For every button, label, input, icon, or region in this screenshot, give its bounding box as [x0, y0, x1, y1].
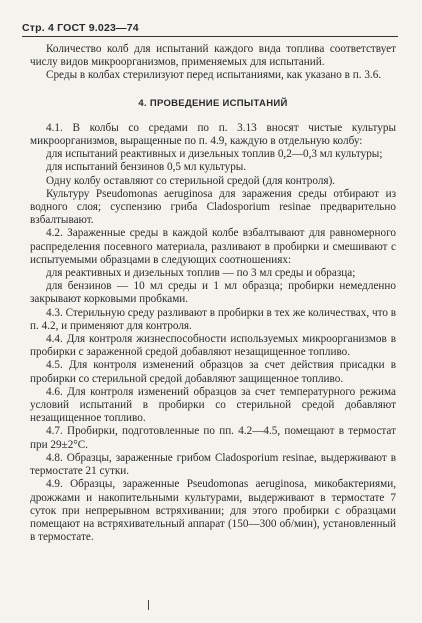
- paragraph: для реактивных и дизельных топлив — по 3 мл среды и образца;: [46, 267, 356, 280]
- paragraph: 4.9. Образцы, зараженные Pseudomonas aeruginosa, микобактериями, дрожжами и накопительными культурами, выдерживают в термостате 7 суток при непрерывном встряхивании; для этого пробирки с образцами помещают на встряхивательный аппарат (150—300 об/мин), установленный в термостате.: [30, 478, 396, 544]
- paragraph: 4.3. Стерильную среду разливают в пробирки в тех же количествах, что в п. 4.2, и применяют для контроля.: [30, 306, 396, 332]
- paragraph: Среды в колбах стерилизуют перед испытаниями, как указано в п. 3.6.: [46, 69, 382, 82]
- paragraph: 4.6. Для контроля изменений образцов за счет температурного режима условий испытаний в пробирки со стерильной средой добавляют незащищенное топливо.: [30, 385, 396, 425]
- paragraph: Количество колб для испытаний каждого вида топлива соответствует числу видов микроорганизмов, применяемых для испытаний.: [30, 43, 396, 69]
- paragraph: 4.1. В колбы со средами по п. 3.13 вносят чистые культуры микроорганизмов, выращенные по п. 4.9, каждую в отдельную колбу:: [30, 121, 396, 148]
- paragraph: для испытаний бензинов 0,5 мл культуры.: [46, 161, 247, 174]
- section-title: 4. ПРОВЕДЕНИЕ ИСПЫТАНИЙ: [138, 97, 288, 109]
- paragraph: 4.8. Образцы, зараженные грибом Cladosporium resinae, выдерживают в термостате 21 сутки.: [30, 451, 396, 478]
- paragraph: 4.2. Зараженные среды в каждой колбе взбалтывают для равномерного распределения посевного материала, разливают в пробирки и смешивают с испытуемыми образцами в следующих соотношениях:: [30, 227, 396, 266]
- document-body: [30, 43, 396, 544]
- paragraph: для испытаний реактивных и дизельных топлив 0,2—0,3 мл культуры;: [46, 148, 383, 161]
- paragraph: для бензинов — 10 мл среды и 1 мл образца; пробирки немедленно закрывают корковыми пробками.: [30, 280, 396, 306]
- paragraph: Культуру Pseudomonas aeruginosa для заражения среды отбирают из водного слоя; суспензию гриба Cladosporium resinae предварительно взбалтывают.: [30, 187, 396, 227]
- paragraph: 4.4. Для контроля жизнеспособности используемых микроорганизмов в пробирки с зараженной средой добавляют незащищенное топливо.: [30, 333, 396, 359]
- paragraph: 4.5. Для контроля изменений образцов за счет действия присадки в пробирки со стерильной средой добавляют защищенное топливо.: [30, 359, 396, 385]
- paragraph: 4.7. Пробирки, подготовленные по пп. 4.2—4.5, помещают в термостат при 29±2°С.: [30, 425, 396, 451]
- paragraph: Одну колбу оставляют со стерильной средой (для контроля).: [46, 174, 336, 187]
- page-mark: [148, 600, 149, 610]
- header-rule: [22, 36, 398, 37]
- page-header: Стр. 4 ГОСТ 9.023—74: [22, 22, 139, 34]
